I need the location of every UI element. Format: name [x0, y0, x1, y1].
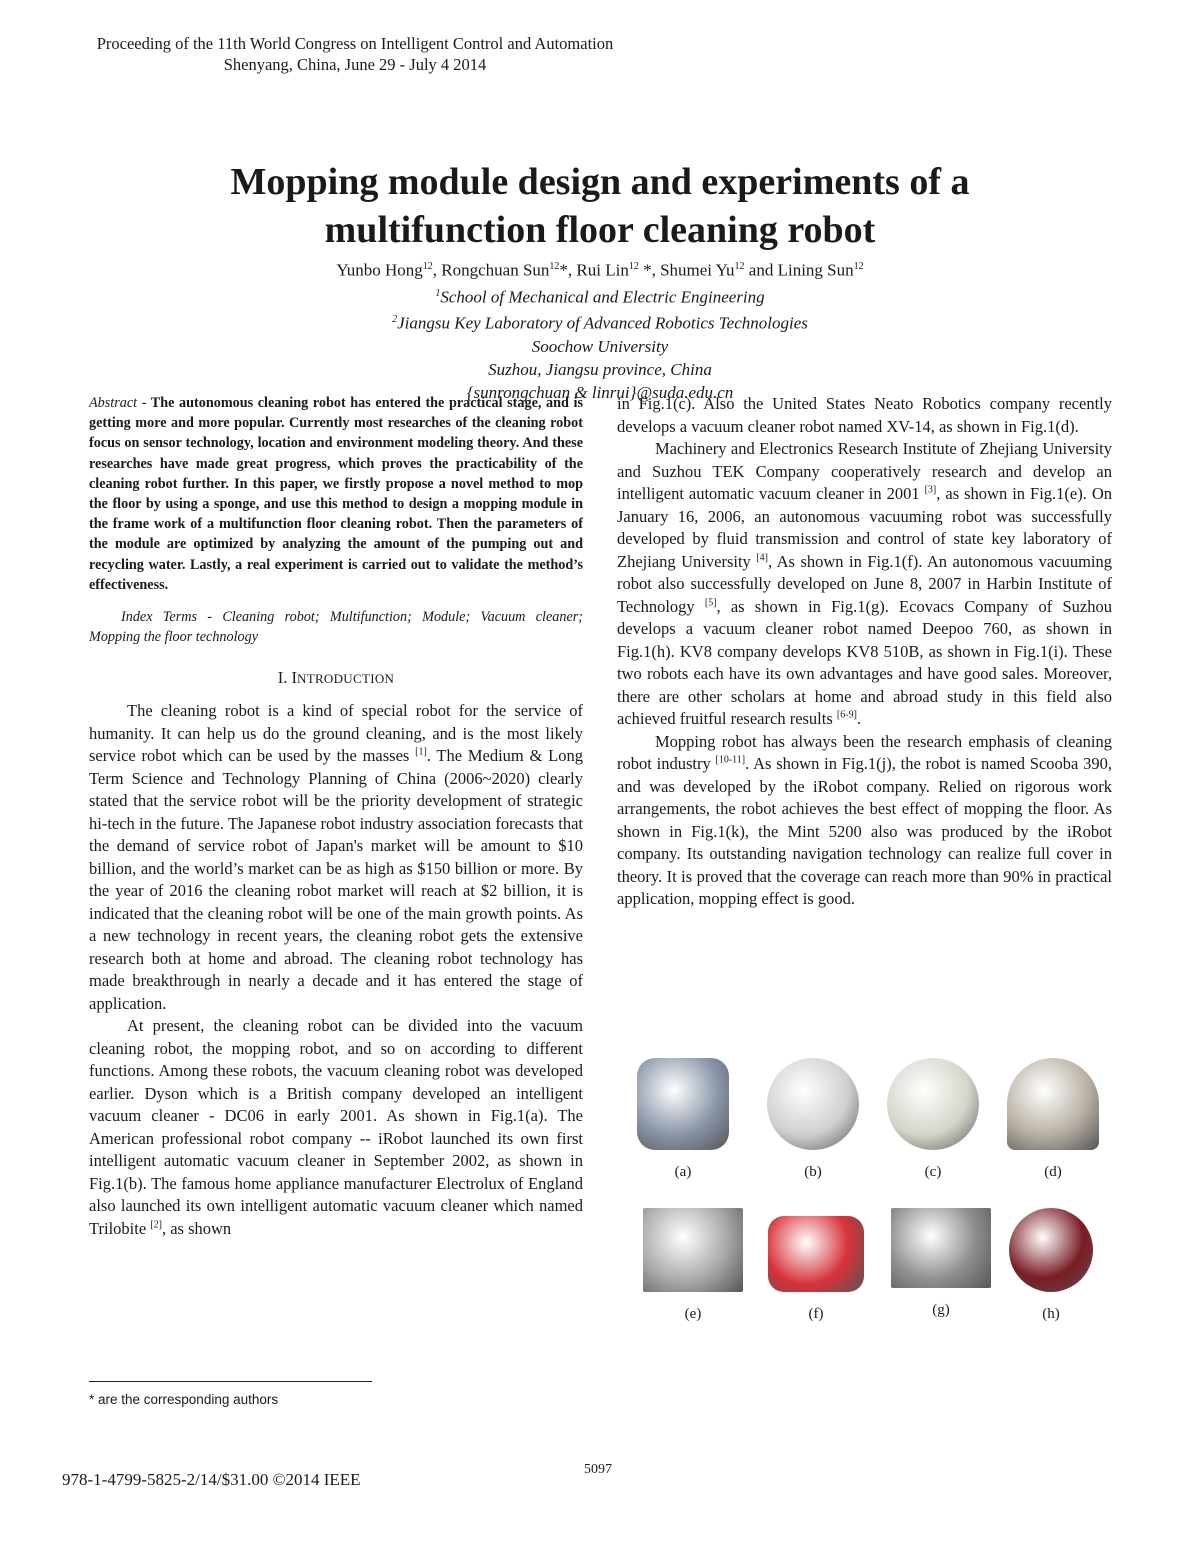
section-numeral: I. I	[277, 668, 298, 688]
paragraph-text: .	[856, 709, 862, 728]
footnote: * are the corresponding authors	[89, 1392, 279, 1407]
author-separator: ,	[432, 260, 442, 280]
author-name: Yunbo Hong	[336, 260, 423, 280]
author-list	[100, 255, 1100, 282]
figure-panel-g	[886, 1208, 996, 1319]
author-sup: 12	[422, 261, 433, 272]
paragraph-text: . The Medium & Long Term Science and Technology Planning of China (2006~2020) clearly stated that the service robot will be the priority development of strategic hi-tech in the future. The Japanese robot industry association forecasts that the demand of service robot of Japan's market will be amount to $10 billion, and the world’s market can be as high as $150 billion or more. By the year of 2016 the cleaning robot market will reach at $2 billion, it is indicated that the cleaning robot will be one of the main growth points. As a new technology in recent years, the cleaning robot gets the extensive research both at home and abroad. The cleaning robot technology has made breakthrough in nearly a decade and it has entered the stage of application.	[89, 746, 583, 1013]
isbn-copyright: 978-1-4799-5825-2/14/$31.00 ©2014 IEEE	[62, 1470, 361, 1489]
figure-panel-c	[878, 1058, 988, 1181]
section-heading-introduction	[89, 667, 583, 690]
paragraph-text: , as shown in Fig.1(e). On January 16, 2006, an autonomous vacuuming robot was successfully developed by fluid transmission and control of state key laboratory of Zhejiang University	[617, 484, 1112, 571]
figure-panel-b	[758, 1058, 868, 1181]
paragraph-text: The cleaning robot is a kind of special robot for the service of humanity. It can help us do the ground cleaning, and is the most likely service robot which can be used by the masses	[89, 701, 583, 766]
title-line-2: multifunction floor cleaning robot	[324, 209, 876, 251]
abstract-text: The autonomous cleaning robot has entered the practical stage, and is getting more and more popular. Currently most researches of the cleaning robot focus on sensor technology, location and environment modeling theory. And these researches have made great progress, which proves the practicability of the cleaning robot further. In this paper, we firstly propose a novel method to mop the floor by using a sponge, and use this method to design a mopping module in the frame work of a multifunction floor cleaning robot. Then the parameters of the module are optimized by analyzing the amount of the pumping out and recycling water. Lastly, a real experiment is carried out to validate the method’s effectiveness.	[89, 395, 583, 593]
intro-paragraph-4	[617, 731, 1112, 911]
proceeding-line-2: Shenyang, China, June 29 - July 4 2014	[223, 55, 487, 74]
robot-photo-e	[643, 1208, 743, 1292]
intro-paragraph-2-cont: in Fig.1(c). Also the United States Neato Robotics company recently develops a vacuum cleaner robot named XV-14, as shown in Fig.1(d).	[617, 394, 1112, 436]
figure-panel-f	[761, 1208, 871, 1323]
robot-photo-f	[768, 1216, 864, 1292]
figure-label-f: (f)	[808, 1306, 824, 1322]
robot-photo-d	[1007, 1058, 1099, 1150]
robot-photo-b	[767, 1058, 859, 1150]
paragraph-text: , as shown in Fig.1(g). Ecovacs Company of Suzhou develops a vacuum cleaner robot named Deepoo 760, as shown in Fig.1(h). KV8 company develops KV8 510B, as shown in Fig.1(i). These two robots each have its own advantages and have good sales. Moreover, there are other scholars at home and abroad study in this field also achieved fruitful research results	[617, 596, 1112, 728]
citation: [2]	[150, 1219, 162, 1231]
affiliation-city: Suzhou, Jiangsu province, China	[488, 359, 712, 379]
figure-panel-a	[628, 1058, 738, 1181]
proceeding-header	[45, 33, 665, 75]
section-title: NTRODUCTION	[297, 671, 395, 687]
paragraph-text: , as shown	[161, 1218, 232, 1238]
paragraph-text: , As shown in Fig.1(f). An autonomous vacuuming robot also successfully developed on June 8, 2007 in Harbin Institute of Technology	[617, 551, 1112, 616]
intro-paragraph-3	[617, 438, 1112, 731]
footnote-rule	[89, 1381, 372, 1382]
robot-photo-g	[891, 1208, 991, 1288]
affiliation-university: Soochow University	[531, 336, 669, 356]
citation: [10-11]	[715, 754, 746, 766]
index-terms	[89, 607, 583, 647]
author-separator: and	[744, 260, 778, 280]
author-sup: 12	[549, 261, 560, 272]
paragraph-text: Machinery and Electronics Research Institute of Zhejiang University and Suzhou TEK Company cooperatively research and develop an intelligent automatic vacuum cleaner in 2001	[617, 439, 1112, 503]
figure-panel-h	[996, 1208, 1106, 1323]
author-block	[100, 255, 1100, 404]
intro-paragraph-2	[89, 1015, 583, 1240]
figure-label-c: (c)	[924, 1164, 942, 1180]
paragraph-text: Mopping robot has always been the research emphasis of cleaning robot industry	[617, 731, 1112, 773]
affiliation-1	[100, 282, 1100, 309]
intro-paragraph-1	[89, 700, 583, 1015]
citation: [1]	[415, 746, 427, 758]
figure-panel-d	[998, 1058, 1108, 1181]
figure-panel-e	[638, 1208, 748, 1323]
author-name: Shumei Yu	[660, 260, 735, 280]
paragraph-text: . As shown in Fig.1(j), the robot is named Scooba 390, and was developed by the iRobot company. Relied on rigorous work arrangements, the robot achieves the best effect of mopping the floor. As shown in Fig.1(k), the Mint 5200 also was produced by the iRobot company. Its outstanding navigation technology can realize full cover in theory. It is proved that the coverage can reach more than 90% in practical application, mopping effect is good.	[617, 754, 1112, 908]
abstract	[89, 393, 583, 595]
affiliation-text: School of Mechanical and Electric Engineering	[440, 287, 765, 307]
page-number: 5097	[584, 1462, 612, 1477]
citation: [5]	[704, 597, 717, 608]
citation: [6-9]	[836, 709, 857, 721]
author-name: Lining Sun	[777, 260, 854, 280]
proceeding-line-1: Proceeding of the 11th World Congress on Intelligent Control and Automation	[96, 34, 614, 53]
figure-label-e: (e)	[684, 1306, 702, 1322]
index-terms-label: Index Terms -	[121, 609, 213, 626]
left-column	[89, 393, 583, 1240]
affiliation-text: Jiangsu Key Laboratory of Advanced Robotics Technologies	[397, 313, 808, 333]
figure-label-d: (d)	[1044, 1164, 1062, 1180]
figure-label-h: (h)	[1042, 1306, 1060, 1322]
abstract-label: Abstract -	[89, 395, 147, 411]
author-name: Rongchuan Sun	[441, 260, 550, 280]
robot-photo-c	[887, 1058, 979, 1150]
figure-label-g: (g)	[932, 1302, 950, 1318]
citation: [3]	[924, 484, 937, 496]
author-name: Rui Lin	[576, 260, 629, 280]
figure-label-b: (b)	[804, 1164, 822, 1180]
affiliation-sup: 2	[392, 314, 398, 326]
robot-photo-h	[1009, 1208, 1093, 1292]
author-sup: 12	[628, 261, 639, 272]
robot-photo-a	[637, 1058, 729, 1150]
affiliation-sup: 1	[435, 287, 441, 299]
citation: [4]	[756, 552, 768, 563]
paragraph-text: At present, the cleaning robot can be divided into the vacuum cleaning robot, the mopping robot, and so on according to different functions. Among these robots, the vacuum cleaning robot was developed earlier. Dyson which is a British company developed an intelligent vacuum cleaner - DC06 in early 2001. As shown in Fig.1(a). The American professional robot company -- iRobot launched its own first intelligent automatic vacuum cleaner in September 2002, as shown in Fig.1(b). The famous home appliance manufacturer Electrolux of England also launched its own intelligent automatic vacuum cleaner which named Trilobite	[89, 1016, 583, 1238]
figure-1-robots	[628, 1058, 1108, 1340]
affiliation-email: {sunrongchuan & linrui}@suda.edu.cn	[466, 382, 734, 402]
affiliation-2	[100, 308, 1100, 335]
paper-title	[100, 158, 1100, 254]
author-sup: 12	[734, 261, 745, 272]
right-column	[617, 393, 1112, 911]
figure-label-a: (a)	[674, 1164, 692, 1180]
author-separator: *,	[559, 260, 577, 280]
title-line-1: Mopping module design and experiments of a	[230, 161, 970, 203]
index-terms-text: Cleaning robot; Multifunction; Module; Vacuum cleaner; Mopping the floor technology	[89, 609, 583, 646]
author-separator: *,	[638, 260, 661, 280]
author-sup: 12	[853, 261, 864, 272]
